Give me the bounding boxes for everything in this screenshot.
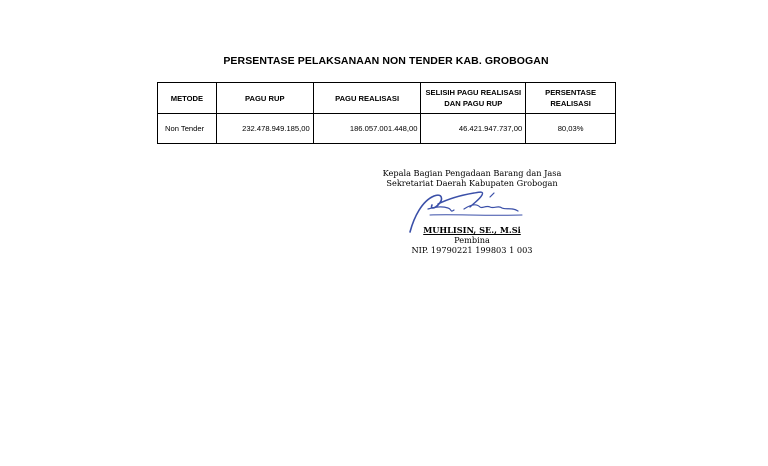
cell-selisih: 46.421.947.737,00 [421,114,526,144]
header-selisih-line1: SELISIH PAGU REALISASI [425,88,522,97]
header-metode: METODE [158,83,217,114]
table-row [158,114,616,144]
cell-persentase: 80,03% [526,114,616,144]
cell-pagu-rup: 232.478.949.185,00 [216,114,313,144]
document-title: PERSENTASE PELAKSANAAN NON TENDER KAB. GROBOGAN [223,55,549,67]
header-persentase [526,83,616,114]
signature-strokes [410,192,522,232]
handwritten-signature-icon [404,187,526,235]
signer-nip: NIP. 19790221 199803 1 003 [411,245,533,255]
cell-pagu-realisasi: 186.057.001.448,00 [313,114,421,144]
header-persentase-line2: REALISASI [550,99,591,108]
table-header-row [158,83,616,114]
report-table [157,82,616,144]
signer-position-line1: Kepala Bagian Pengadaan Barang dan Jasa [382,168,562,178]
header-selisih [421,83,526,114]
header-pagu-rup: PAGU RUP [216,83,313,114]
signer-name: MUHLISIN, SE., M.Si [423,225,521,235]
cell-metode: Non Tender [158,114,217,144]
header-selisih-line2: DAN PAGU RUP [444,99,503,108]
signer-rank: Pembina [454,235,490,245]
signer-position-line2: Sekretariat Daerah Kabupaten Grobogan [386,178,558,188]
header-persentase-line1: PERSENTASE [545,88,597,97]
header-pagu-realisasi: PAGU REALISASI [313,83,421,114]
